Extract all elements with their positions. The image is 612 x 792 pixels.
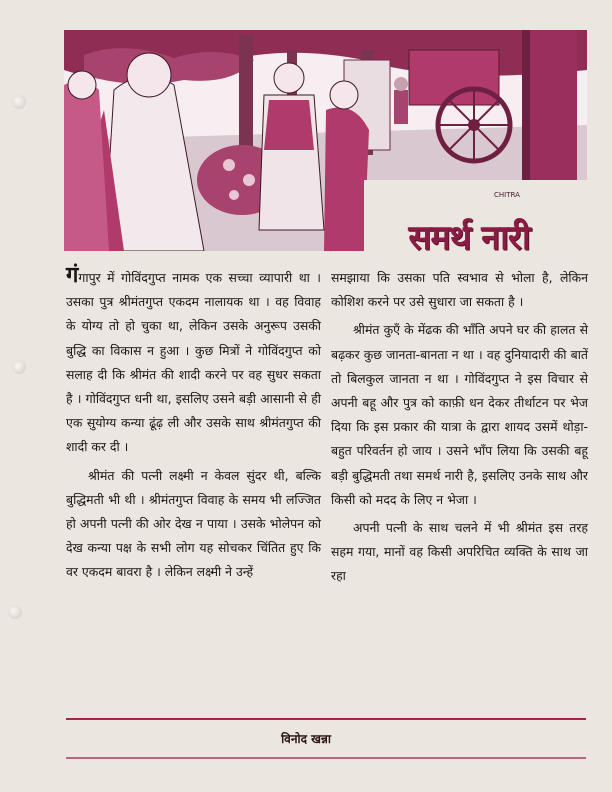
story-title: समर्थ नारी: [408, 218, 530, 258]
artist-signature: CHITRA: [494, 191, 520, 199]
paragraph: श्रीमंत कुएँ के मेंढक की भाँति अपने घर की हालत से बढ़कर कुछ जानता-बानता न था । वह दुनियादारी की बातें तो बिलकुल जानता न था । गोविंदगुप्त ने इस विचार से अपनी बहू और पुत्र को काफ़ी धन देकर तीर्थाटन पर भेज दिया कि इस प्रकार की यात्रा के द्वारा शायद उसमें थोड़ा-बहुत परिवर्तन हो जाय । उसने भाँप लिया कि उसकी बहू बड़ी बुद्धिमती तथा समर्थ नारी है, इसलिए उनके साथ और किसी को मदद के लिए न भेजा ।: [331, 322, 588, 507]
paragraph: [66, 263, 321, 460]
paragraph: अपनी पत्नी के साथ चलने में भी श्रीमंत इस तरह सहम गया, मानों वह किसी अपरिचित व्यक्ति के साथ जा रहा: [331, 520, 588, 584]
title-block: [365, 212, 573, 260]
punch-hole-top: [12, 95, 26, 109]
drop-cap: गं: [66, 263, 79, 288]
punch-hole-middle: [12, 360, 26, 374]
paragraph: समझाया कि उसका पति स्वभाव से भोला है, लेकिन कोशिश करने पर उसे सुधारा जा सकता है ।: [331, 270, 588, 310]
paragraph-text: गापुर में गोविंदगुप्त नामक एक सच्चा व्यापारी था । उसका पुत्र श्रीमंतगुप्त एकदम नालायक था । वह विवाह के योग्य तो हो चुका था, लेकिन उसके अनुरूप उसकी बुद्धि का विकास न हुआ । कुछ मित्रों ने गोविंदगुप्त को सलाह दी कि श्रीमंत की शादी करने पर वह सुधर सकता है । गोविंदगुप्त धनी था, इसलिए उसने बड़ी आसानी से ही एक सुयोग्य कन्या ढूंढ़ ली और उसके साथ श्रीमंतगुप्त की शादी कर दी ।: [66, 270, 321, 455]
right-column: [331, 266, 588, 593]
footer-rule-bottom: [66, 757, 586, 759]
footer-rule-top: [66, 718, 586, 720]
left-column: [66, 263, 321, 589]
footer-credit: विनोद खन्ना: [281, 732, 331, 746]
punch-hole-bottom: [8, 605, 22, 619]
paragraph: श्रीमंत की पत्नी लक्ष्मी न केवल सुंदर थी, बल्कि बुद्धिमती भी थी । श्रीमंतगुप्त विवाह के समय भी लज्जित हो अपनी पत्नी की ओर देख न पाया । उसके भोलेपन को देख कन्या पक्ष के सभी लोग यह सोचकर चिंतित हुए कि वर एकदम बावरा है । लेकिन लक्ष्मी ने उन्हें: [66, 467, 321, 580]
